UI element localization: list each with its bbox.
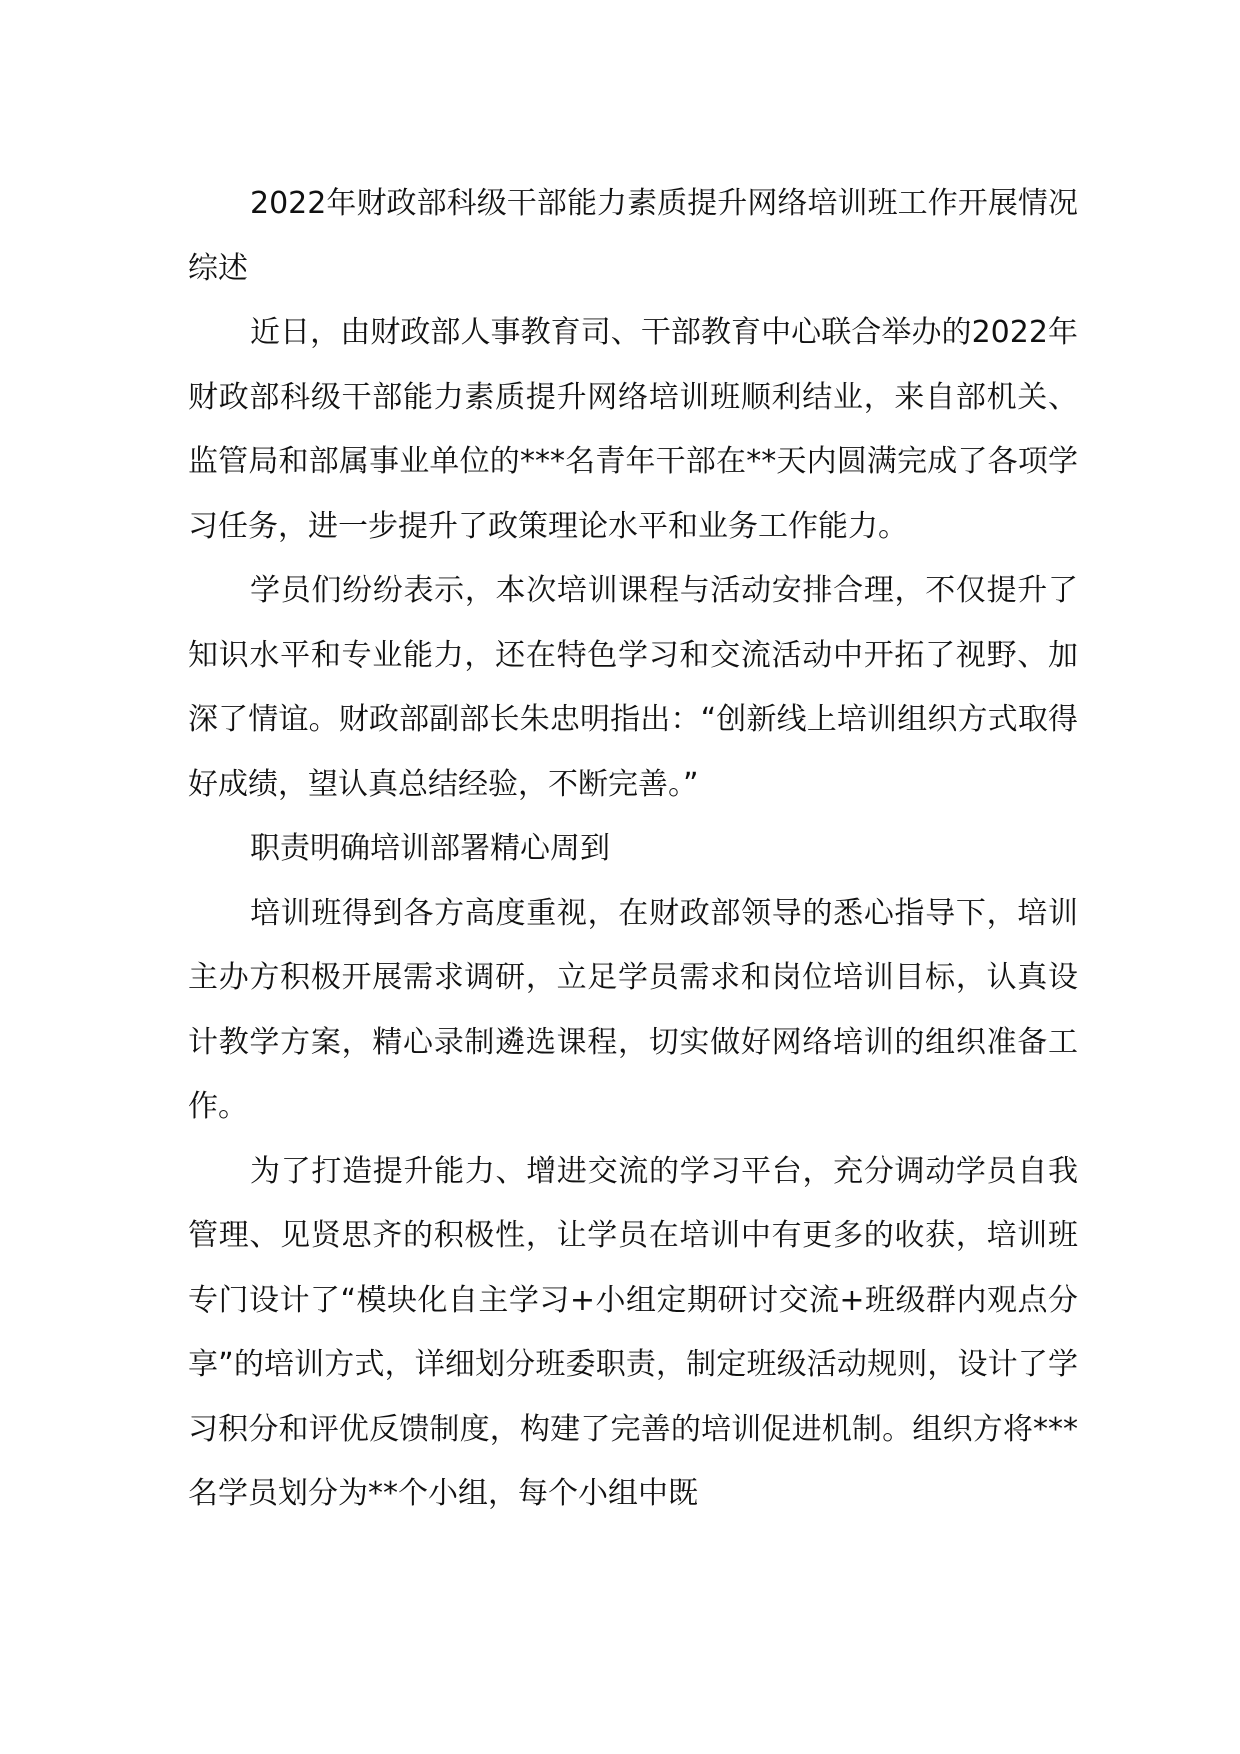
paragraph-intro: 近日，由财政部人事教育司、干部教育中心联合举办的2022年财政部科级干部能力素质提升网络培训班顺利结业，来自部机关、监管局和部属事业单位的***名青年干部在**天内圆满完成了各项学习任务，进一步提升了政策理论水平和业务工作能力。 [188,315,1078,544]
document-body [188,172,1078,1527]
section-heading: 职责明确培训部署精心周到 [250,831,610,866]
document-title: 2022年财政部科级干部能力素质提升网络培训班工作开展情况综述 [188,186,1078,286]
paragraph-feedback: 学员们纷纷表示，本次培训课程与活动安排合理，不仅提升了知识水平和专业能力，还在特色学习和交流活动中开拓了视野、加深了情谊。财政部副部长朱忠明指出：“创新线上培训组织方式取得好成绩，望认真总结经验，不断完善。” [188,573,1078,802]
paragraph-preparation: 培训班得到各方高度重视，在财政部领导的悉心指导下，培训主办方积极开展需求调研，立足学员需求和岗位培训目标，认真设计教学方案，精心录制遴选课程，切实做好网络培训的组织准备工作。 [188,895,1078,1124]
paragraph-platform: 为了打造提升能力、增进交流的学习平台，充分调动学员自我管理、见贤思齐的积极性，让学员在培训中有更多的收获，培训班专门设计了“模块化自主学习+小组定期研讨交流+班级群内观点分享”的培训方式，详细划分班委职责，制定班级活动规则，设计了学习积分和评优反馈制度，构建了完善的培训促进机制。组织方将***名学员划分为**个小组，每个小组中既 [188,1153,1078,1511]
